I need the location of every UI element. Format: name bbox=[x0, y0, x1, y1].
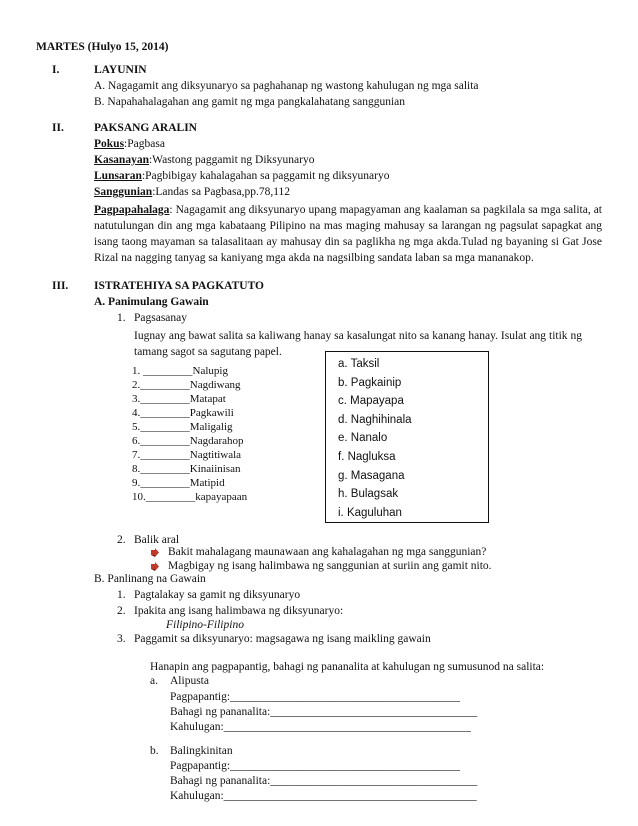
word-a-bahagi: Bahagi ng pananalita:____________________________________ bbox=[170, 706, 478, 718]
match-left-item: 7._________Nagtitiwala bbox=[132, 449, 242, 461]
section-title-istratehiya: ISTRATEHIYA SA PAGKATUTO bbox=[94, 280, 264, 292]
hanapin-instruction: Hanapin ang pagpapantig, bahagi ng pananalita at kahulugan ng sumusunod na salita: bbox=[150, 661, 545, 673]
section-title-layunin: LAYUNIN bbox=[94, 64, 147, 76]
pagpapahalaga-value: : Nagagamit ang diksyunaryo upang mapagyaman ang kaalaman sa pagkilala sa mga salita, at natutulungan din ang mga kabataang Pilipino na mas maging mahusay sa larangan ng pagsulat sapagkat ang isang taong mayaman sa talasalitaan ay mahusay din sa paglikha ng mga akda.Tulad ng bayaning si Gat Jose Rizal na nagging tanyag sa kaniyang mga akda na nagsilbing sandata laban sa mga mananakop. bbox=[94, 204, 602, 264]
pagpapahalaga-paragraph bbox=[94, 202, 602, 266]
word-b-bahagi: Bahagi ng pananalita:____________________________________ bbox=[170, 775, 478, 787]
word-a-kahulugan: Kahulugan:___________________________________________ bbox=[170, 721, 471, 733]
word-a: Alipusta bbox=[170, 675, 209, 687]
sanggunian-value: :Landas sa Pagbasa,pp.78,112 bbox=[152, 186, 291, 198]
match-left-item: 9._________Matipid bbox=[132, 477, 225, 489]
date-header: MARTES (Hulyo 15, 2014) bbox=[36, 41, 169, 53]
match-choice-item: g. Masagana bbox=[338, 469, 405, 482]
pagpapahalaga-label: Pagpapahalaga bbox=[94, 204, 170, 216]
pokus-line bbox=[94, 138, 165, 150]
item2-title: Balik aral bbox=[134, 534, 180, 546]
kasanayan-value: :Wastong paggamit ng Diksyunaryo bbox=[148, 154, 315, 166]
match-left-item: 4._________Pagkawili bbox=[132, 407, 234, 419]
panlinang-gawain-title: B. Panlinang na Gawain bbox=[94, 573, 206, 585]
word-b-kahulugan: Kahulugan:____________________________________________ bbox=[170, 790, 477, 802]
item1-instruction: Iugnay ang bawat salita sa kaliwang hanay sa kasalungat nito sa kanang hanay. Isulat ang titik ng tamang sagot sa sagutang papel. bbox=[134, 330, 582, 358]
lunsaran-value: :Pagbibigay kahalagahan sa paggamit ng diksyunaryo bbox=[141, 170, 390, 182]
sanggunian-line bbox=[94, 186, 290, 198]
match-choices-box bbox=[325, 351, 489, 523]
section-title-paksang-aralin: PAKSANG ARALIN bbox=[94, 122, 197, 134]
section-numeral-3: III. bbox=[52, 280, 69, 292]
match-choice-item: i. Kaguluhan bbox=[338, 506, 402, 519]
sanggunian-label: Sanggunian bbox=[94, 186, 153, 198]
match-left-item: 5._________Maligalig bbox=[132, 421, 233, 433]
lunsaran-label: Lunsaran bbox=[94, 170, 142, 182]
match-choice-item: e. Nanalo bbox=[338, 432, 388, 445]
match-left-column bbox=[132, 364, 247, 504]
b-item3-text: Paggamit sa diksyunaryo: magsagawa ng isang maikling gawain bbox=[134, 633, 431, 645]
lunsaran-line bbox=[94, 170, 389, 182]
item2-bullet-1: Bakit mahalagang maunawaan ang kahalagahan ng mga sanggunian? bbox=[168, 546, 487, 558]
pokus-label: Pokus bbox=[94, 138, 125, 150]
kasanayan-label: Kasanayan bbox=[94, 154, 149, 166]
match-left-item: 1. _________Nalupig bbox=[132, 365, 228, 377]
dictionary-example: Filipino-Filipino bbox=[166, 619, 244, 631]
panimulang-gawain-title: A. Panimulang Gawain bbox=[94, 296, 209, 308]
word-a-pagpapantig: Pagpapantig:________________________________________ bbox=[170, 691, 461, 703]
match-choice-item: b. Pagkainip bbox=[338, 376, 402, 389]
match-choice-item: c. Mapayapa bbox=[338, 395, 404, 408]
match-left-item: 3._________Matapat bbox=[132, 393, 226, 405]
section-numeral-1: I. bbox=[52, 64, 60, 76]
match-choice-item: a. Taksil bbox=[338, 358, 380, 370]
arrow-bullet-icon bbox=[150, 562, 160, 572]
arrow-bullet-icon bbox=[150, 548, 160, 558]
b-item3-number: 3. bbox=[117, 633, 126, 645]
word-b-pagpapantig: Pagpapantig:________________________________________ bbox=[170, 760, 461, 772]
match-left-item: 8._________Kinaiinisan bbox=[132, 463, 241, 475]
item1-number: 1. bbox=[117, 312, 126, 324]
match-left-item: 10._________kapayapaan bbox=[132, 491, 248, 503]
match-choice-item: h. Bulagsak bbox=[338, 488, 399, 501]
match-choice-item: d. Naghihinala bbox=[338, 413, 412, 426]
item2-bullet-2: Magbigay ng isang halimbawa ng sanggunian at suriin ang gamit nito. bbox=[168, 560, 492, 572]
word-b-letter: b. bbox=[150, 745, 159, 757]
item2-number: 2. bbox=[117, 534, 126, 546]
word-b: Balingkinitan bbox=[170, 745, 233, 757]
word-a-letter: a. bbox=[150, 675, 158, 687]
b-item1-text: Pagtalakay sa gamit ng diksyunaryo bbox=[134, 589, 301, 601]
layunin-item-a: A. Nagagamit ang diksyunaryo sa paghahanap ng wastong kahulugan ng mga salita bbox=[94, 80, 479, 92]
b-item2-text: Ipakita ang isang halimbawa ng diksyunaryo: bbox=[134, 605, 344, 617]
b-item1-number: 1. bbox=[117, 589, 126, 601]
match-left-item: 6._________Nagdarahop bbox=[132, 435, 244, 447]
match-left-item: 2._________Nagdiwang bbox=[132, 379, 241, 391]
section-numeral-2: II. bbox=[52, 122, 64, 134]
item1-title: Pagsasanay bbox=[134, 312, 188, 324]
pokus-value: :Pagbasa bbox=[124, 138, 165, 150]
match-choice-item: f. Nagluksa bbox=[338, 451, 396, 463]
kasanayan-line bbox=[94, 154, 314, 166]
b-item2-number: 2. bbox=[117, 605, 126, 617]
layunin-item-b: B. Napahahalagahan ang gamit ng mga pangkalahatang sanggunian bbox=[94, 96, 406, 108]
